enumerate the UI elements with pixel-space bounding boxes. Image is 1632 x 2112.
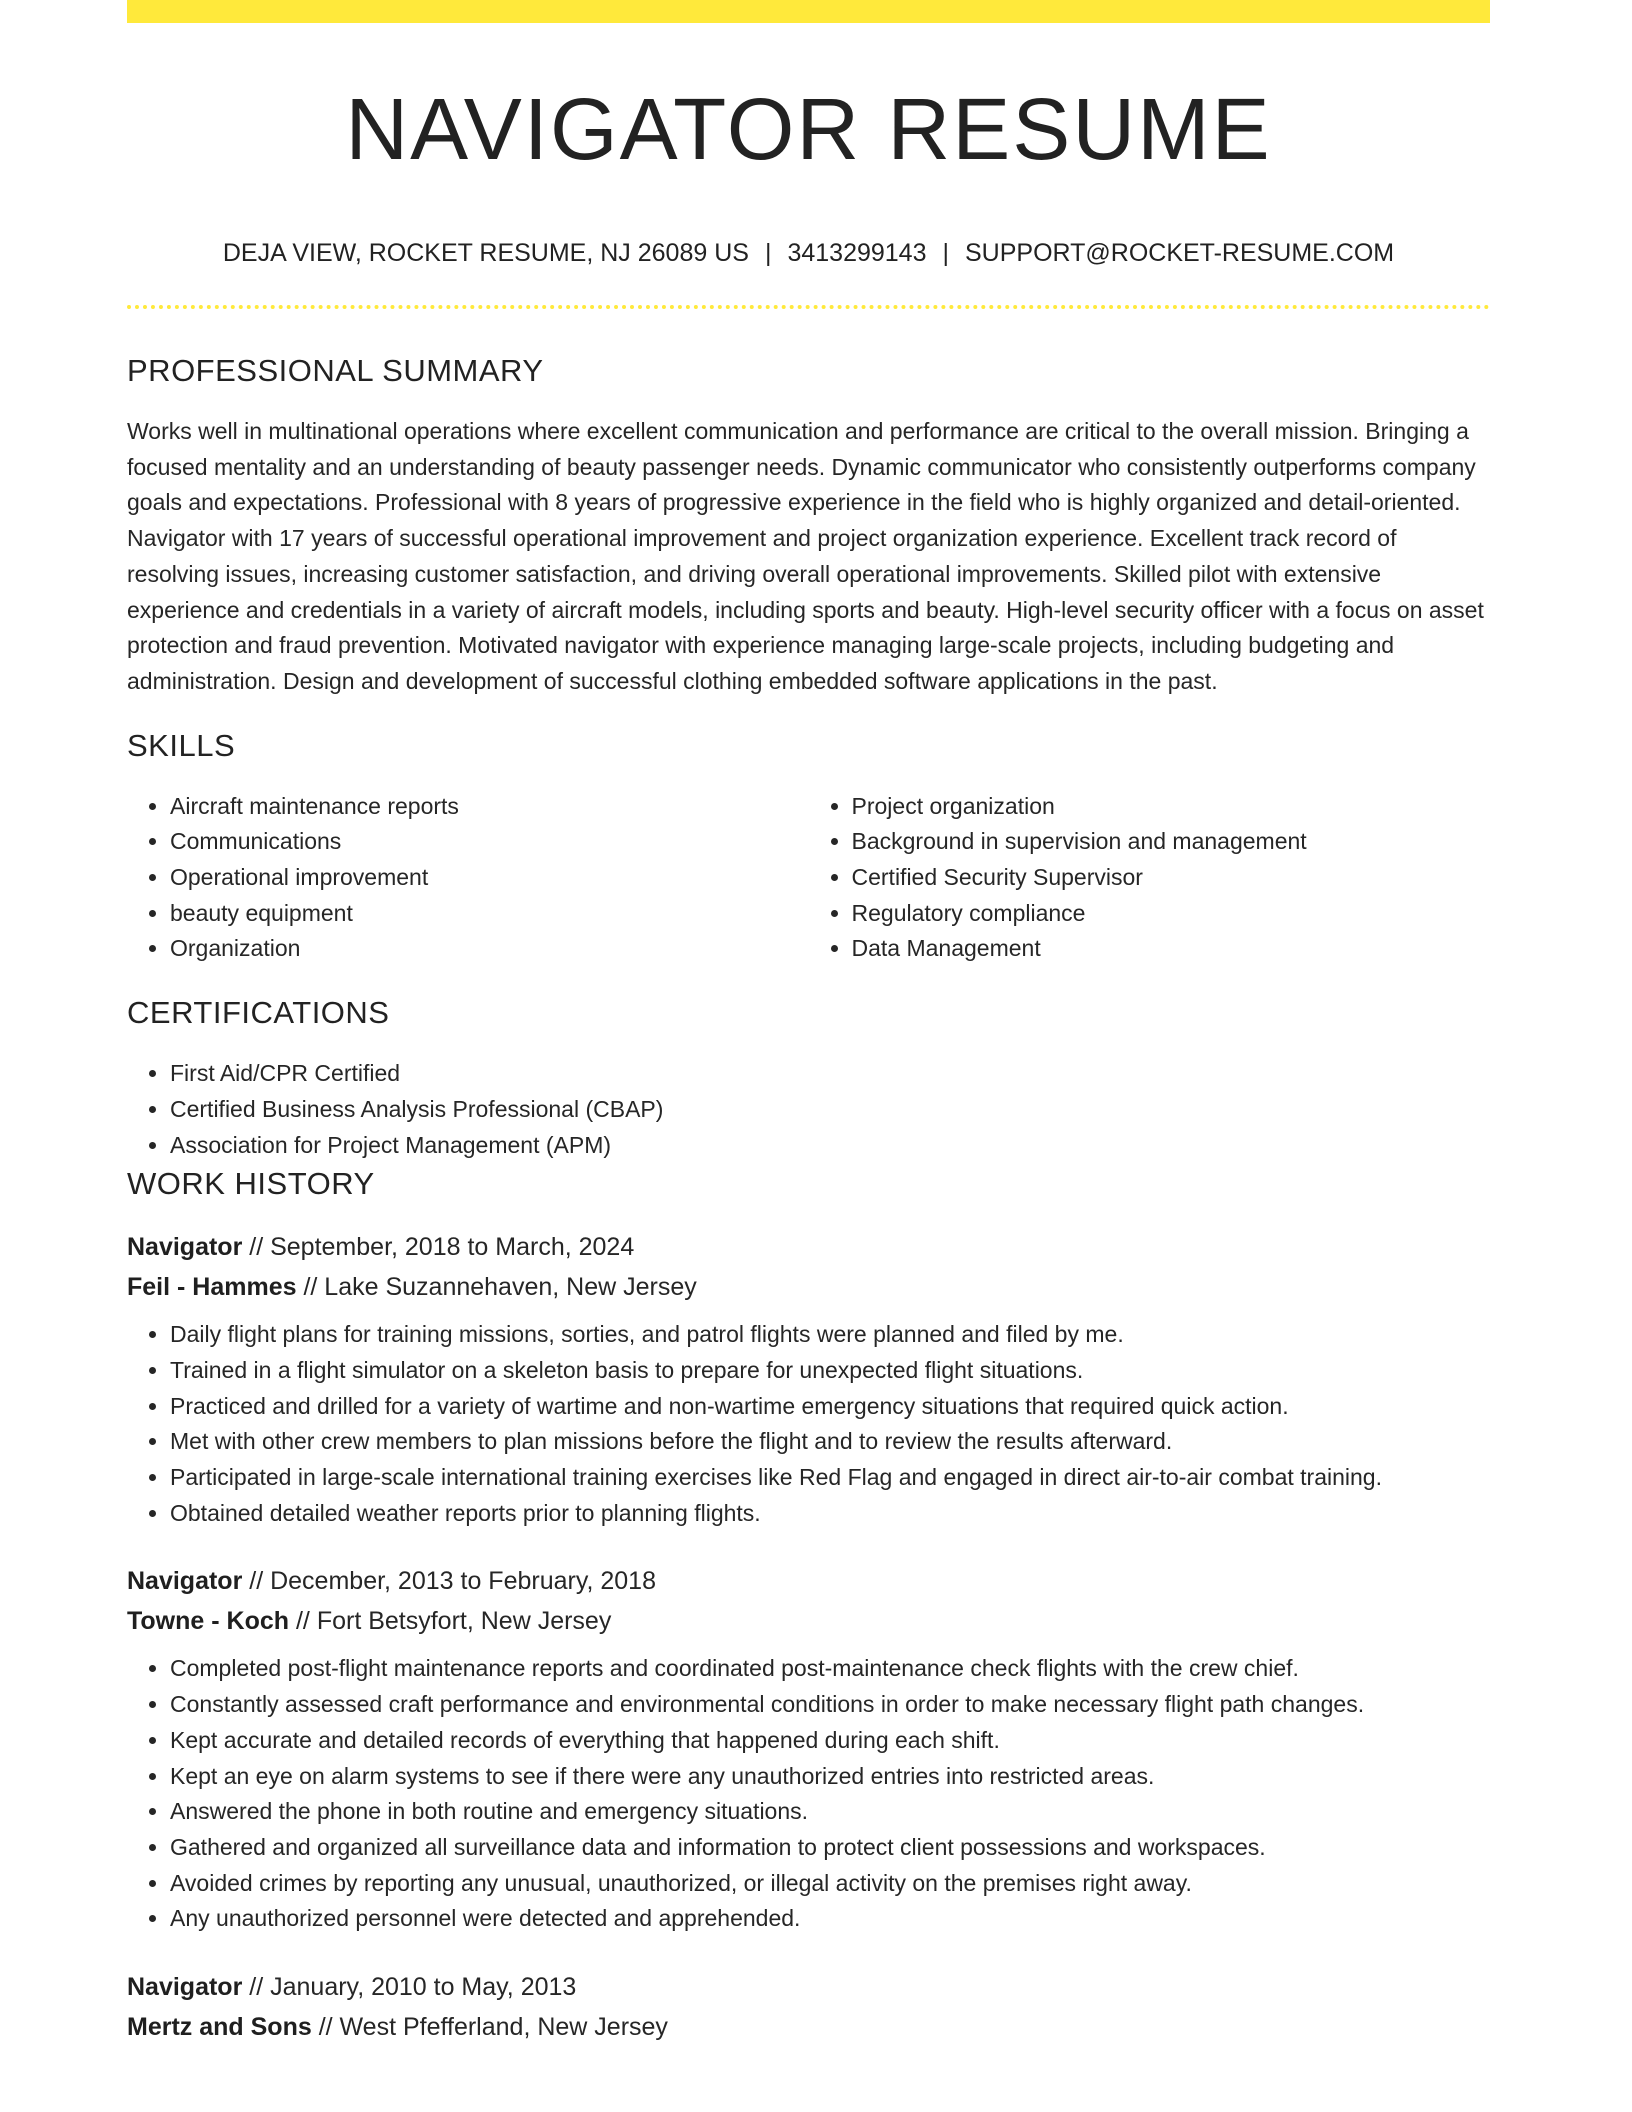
job-role-line	[127, 1561, 1490, 1601]
skills-columns	[127, 789, 1490, 968]
job-company: Feil - Hammes	[127, 1273, 297, 1302]
skill-item: • Operational improvement	[170, 860, 809, 896]
certification-item: • Association for Project Management (APM)	[170, 1128, 1490, 1164]
job-duty: • Avoided crimes by reporting any unusual, unauthorized, or illegal activity on the premises right away.	[170, 1866, 1490, 1902]
job-role: Navigator	[127, 1973, 243, 2002]
section-title-summary: PROFESSIONAL SUMMARY	[127, 353, 544, 388]
skills-section	[127, 725, 1490, 968]
section-title-work-history: WORK HISTORY	[127, 1166, 375, 1202]
job-entry	[127, 1227, 1490, 1531]
accent-top-bar	[127, 0, 1490, 23]
job-company-line	[127, 1267, 1490, 1307]
job-dates: // September, 2018 to March, 2024	[249, 1233, 635, 1262]
job-duty: • Trained in a flight simulator on a skeleton basis to prepare for unexpected flight situations.	[170, 1353, 1490, 1389]
section-title-certifications: CERTIFICATIONS	[127, 995, 390, 1031]
job-duty: • Obtained detailed weather reports prior to planning flights.	[170, 1496, 1490, 1532]
contact-line	[127, 236, 1490, 270]
job-duties-list	[127, 1317, 1490, 1531]
job-company: Towne - Koch	[127, 1607, 290, 1636]
contact-phone: 3413299143	[787, 239, 927, 267]
certification-item: • Certified Business Analysis Professional (CBAP)	[170, 1092, 1490, 1128]
job-role: Navigator	[127, 1233, 243, 1262]
job-company: Mertz and Sons	[127, 2013, 312, 2042]
job-duty: • Answered the phone in both routine and emergency situations.	[170, 1794, 1490, 1830]
skill-item: • Data Management	[852, 931, 1491, 967]
job-duty: • Constantly assessed craft performance and environmental conditions in order to make necessary flight path changes.	[170, 1687, 1490, 1723]
job-duty: • Met with other crew members to plan missions before the flight and to review the results afterward.	[170, 1424, 1490, 1460]
job-role: Navigator	[127, 1567, 243, 1596]
resume-page	[127, 0, 1490, 2112]
job-duty: • Completed post-flight maintenance reports and coordinated post-maintenance check flights with the crew chief.	[170, 1651, 1490, 1687]
work-history-section	[127, 1163, 1490, 2047]
job-duty: • Kept accurate and detailed records of everything that happened during each shift.	[170, 1723, 1490, 1759]
job-duties-list	[127, 1651, 1490, 1937]
skill-item: • Communications	[170, 824, 809, 860]
certification-item: • First Aid/CPR Certified	[170, 1056, 1490, 1092]
skill-item: • Certified Security Supervisor	[852, 860, 1491, 896]
skills-list-right	[809, 789, 1491, 968]
job-dates: // December, 2013 to February, 2018	[249, 1567, 656, 1596]
job-duty: • Gathered and organized all surveillance data and information to protect client possessions and workspaces.	[170, 1830, 1490, 1866]
contact-separator: |	[764, 239, 772, 267]
skill-item: • Regulatory compliance	[852, 896, 1491, 932]
contact-separator: |	[942, 239, 949, 267]
job-location: // Fort Betsyfort, New Jersey	[295, 1607, 612, 1636]
contact-address: DEJA VIEW, ROCKET RESUME, NJ 26089 US	[222, 239, 749, 267]
resume-name: NAVIGATOR RESUME	[345, 81, 1272, 178]
skills-list-left	[127, 789, 809, 968]
job-duty: • Any unauthorized personnel were detected and apprehended.	[170, 1901, 1490, 1937]
summary-text: Works well in multinational operations where excellent communication and performance are critical to the overall mission. Bringing a focused mentality and an understanding of beauty passenger needs. Dynamic communicator who consistently outperforms company goals and expectations. Professional with 8 years of progressive experience in the field who is highly organized and detail-oriented. Navigator with 17 years of successful operational improvement and project organization experience. Excellent track record of resolving issues, increasing customer satisfaction, and driving overall operational improvements. Skilled pilot with extensive experience and credentials in a variety of aircraft models, including sports and beauty. High-level security officer with a focus on asset protection and fraud prevention. Motivated navigator with experience managing large-scale projects, including budgeting and administration. Design and development of successful clothing embedded software applications in the past.	[127, 418, 1484, 694]
job-location: // West Pfefferland, New Jersey	[318, 2013, 668, 2042]
skill-item: • beauty equipment	[170, 896, 809, 932]
skill-item: • Background in supervision and management	[852, 824, 1491, 860]
certifications-section	[127, 992, 1490, 1163]
job-entry	[127, 1561, 1490, 1937]
section-title-skills: SKILLS	[127, 727, 236, 763]
resume-content	[127, 350, 1490, 2077]
certifications-list	[127, 1056, 1490, 1163]
job-role-line	[127, 1227, 1490, 1267]
job-dates: // January, 2010 to May, 2013	[249, 1973, 577, 2002]
job-duty: • Practiced and drilled for a variety of wartime and non-wartime emergency situations that required quick action.	[170, 1389, 1490, 1425]
contact-email: SUPPORT@ROCKET-RESUME.COM	[965, 239, 1395, 267]
dotted-divider	[127, 305, 1490, 309]
skill-item: • Organization	[170, 931, 809, 967]
job-company-line	[127, 1601, 1490, 1641]
job-role-line	[127, 1967, 1490, 2007]
job-duty: • Participated in large-scale international training exercises like Red Flag and engaged in direct air-to-air combat training.	[170, 1460, 1490, 1496]
job-duty: • Kept an eye on alarm systems to see if there were any unauthorized entries into restricted areas.	[170, 1759, 1490, 1795]
job-entry	[127, 1967, 1490, 2047]
job-company-line	[127, 2007, 1490, 2047]
professional-summary-section	[127, 350, 1490, 700]
skill-item: • Aircraft maintenance reports	[170, 789, 809, 825]
job-duty: • Daily flight plans for training missions, sorties, and patrol flights were planned and filed by me.	[170, 1317, 1490, 1353]
skill-item: • Project organization	[852, 789, 1491, 825]
job-location: // Lake Suzannehaven, New Jersey	[303, 1273, 697, 1302]
